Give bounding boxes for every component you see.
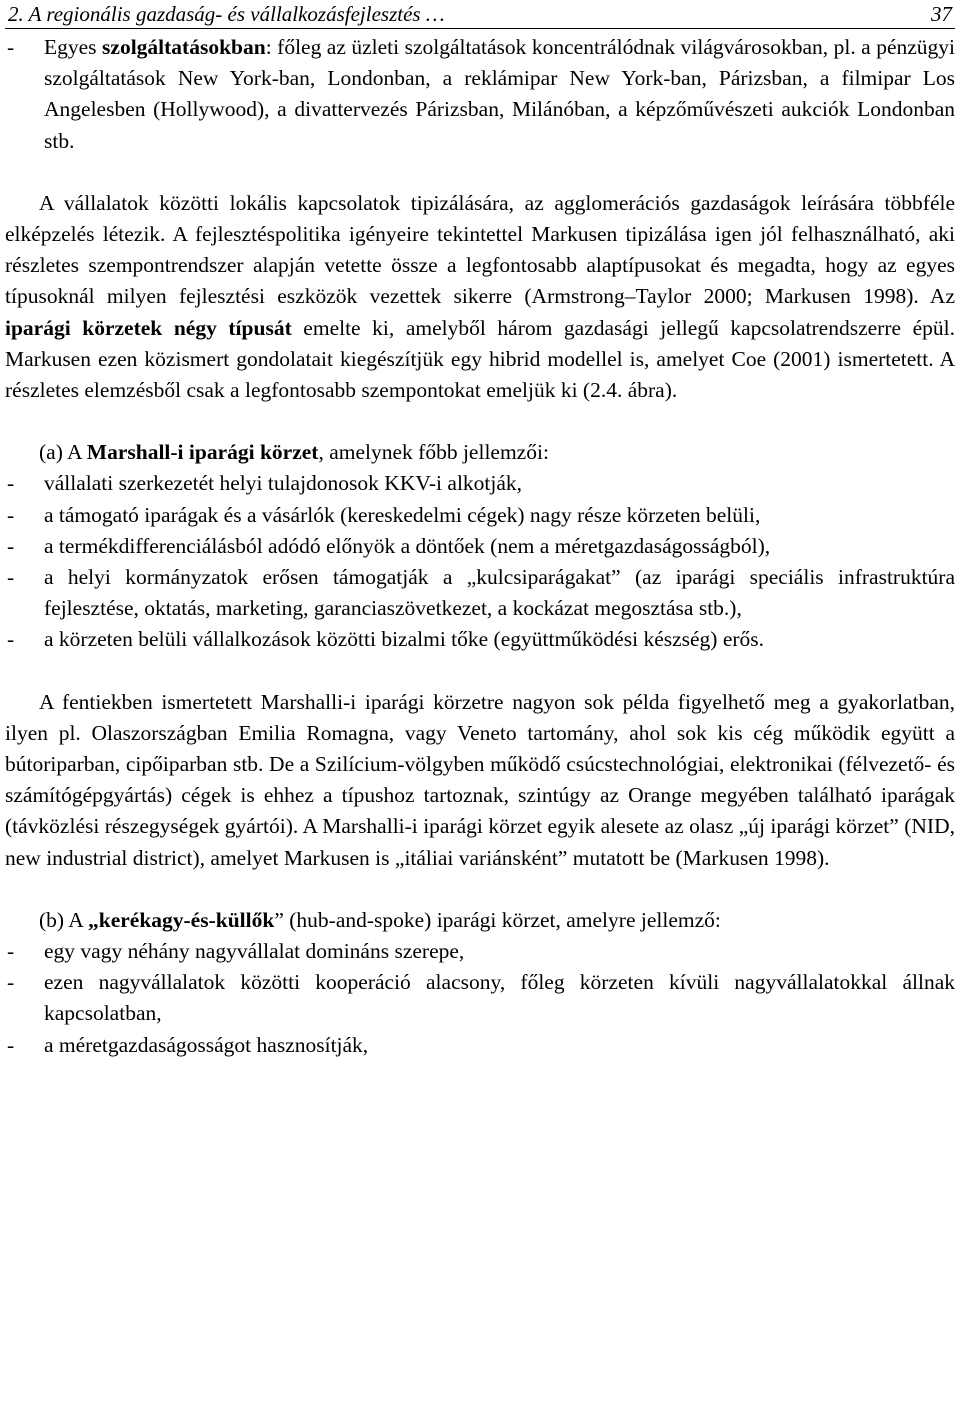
list-item-text: a méretgazdaságosságot hasznosítják, [44,1032,369,1057]
chapter-title: 2. A regionális gazdaság- és vállalkozásfejlesztés … [8,2,445,26]
bullet-dash: - [7,1032,15,1057]
paragraph-marshall-examples: A fentiekben ismertetett Marshalli-i iparági körzetre nagyon sok példa figyelhető meg a gyakorlatban, ilyen pl. Olaszországban Emilia Romagna, vagy Veneto tartomány, ahol sok kis cég működik együtt a bútoriparban, cipőiparban stb. De a Szilícium-völgyben működő csúcstechnológiai, elektronikai (félvezető- és számítógépgyártás) cégek is ehhez a típushoz tartoznak, szintúgy az Orange megyében található iparágak (távközlési részegységek gyártói). A Marshalli-i iparági körzet egyik alesete az olasz „új iparági körzet” (NID, new industrial district), amelyet Markusen is „itáliai variánsként” mutatott be (Markusen 1998). [5,689,955,870]
list-item-text: egy vagy néhány nagyvállalat domináns szerepe, [44,939,465,964]
running-header [5,0,955,29]
list-item [5,1030,955,1061]
bullet-dash: - [7,471,15,496]
bullet-dash: - [7,970,15,995]
list-item-text: a termékdifferenciálásból adódó előnyök a döntőek (nem a méretgazdaságosságból), [44,533,771,558]
list-item-text: a helyi kormányzatok erősen támogatják a „kulcsiparágakat” (az iparági speciális infrastruktúra fejlesztése, oktatás, marketing, garanciaszövetkezet, a kockázat megosztása stb.), [44,565,955,621]
intro-bullet-text-end: : főleg az üzleti szolgáltatások koncentrálódnak világvárosokban, pl. a pénzügyi szolgáltatások New York-ban, Londonban, a reklámipar New York-ban, Párizsban, a filmipar Los Angelesben (Hollywood), a divattervezés Párizsban, Milánóban, a képzőművészeti aukciók Londonban stb. [44,35,955,153]
bullet-dash: - [7,939,15,964]
page-body [5,29,955,1061]
section-b-heading-post: ” (hub-and-spoke) iparági körzet, amelyre jellemző: [274,907,721,932]
list-item [5,624,955,655]
list-item-text: a támogató iparágak és a vásárlók (kereskedelmi cégek) nagy része körzeten belüli, [44,502,761,527]
paragraph-typology-text-b: emelte ki, amelyből három gazdasági jellegű kapcsolatrendszerre épül. Markusen ezen közismert gondolatait kiegészítjük egy hibrid modellel is, amelyet Coe (2001) ismertetett. A részletes elemzésből csak a legfontosabb szempontokat emeljük ki (2.4. ábra). [5,315,955,403]
list-item [5,468,955,499]
section-a-heading-post: , amelynek főbb jellemzői: [318,440,549,465]
bullet-dash: - [7,533,15,558]
list-item [5,562,955,624]
bullet-dash: - [7,565,15,590]
paragraph-typology [5,188,955,406]
section-a-heading-bold: Marshall-i iparági körzet [86,440,319,465]
bullet-dash: - [7,502,15,527]
paragraph-typology-text-a: A vállalatok közötti lokális kapcsolatok tipizálására, az agglomerációs gazdaságok leírására többféle elképzelés létezik. A fejlesztéspolitika igényeire tekintettel Markusen tipizálása igen jól felhasználható, aki részletes szempontrendszer alapján vetette össze a legfontosabb alaptípusokat és megadta, hogy az egyes típusoknál milyen fejlesztési eszközök vezettek sikerre (Armstrong–Taylor 2000; Markusen 1998). Az [5,190,955,309]
intro-bullet-item [5,32,955,157]
page-number: 37 [931,2,952,26]
paragraph-typology-bold: iparági körzetek négy típusát [5,315,292,340]
list-item-text: a körzeten belüli vállalkozások közötti bizalmi tőke (együttműködési készség) erős. [44,627,765,652]
bullet-dash: - [7,627,15,652]
list-item [5,500,955,531]
section-b-heading-pre: (b) A [39,907,88,932]
section-b-heading-bold: „kerékagy-és-küllők [87,907,275,932]
list-item [5,936,955,967]
intro-bullet-bold-term: szolgáltatásokban [102,35,266,59]
list-item [5,531,955,562]
section-a-list [5,468,955,655]
list-item-text: vállalati szerkezetét helyi tulajdonosok KKV-i alkotják, [44,471,523,496]
section-b-heading [5,905,955,936]
section-b-list [5,936,955,1061]
section-a-heading-pre: (a) A [39,440,87,465]
bullet-dash: - [7,35,15,59]
intro-bullet-text-start: Egyes [44,35,103,59]
list-item [5,967,955,1029]
section-a-heading [5,437,955,468]
list-item-text: ezen nagyvállalatok közötti kooperáció alacsony, főleg körzeten kívüli nagyvállalatokkal állnak kapcsolatban, [44,970,955,1026]
